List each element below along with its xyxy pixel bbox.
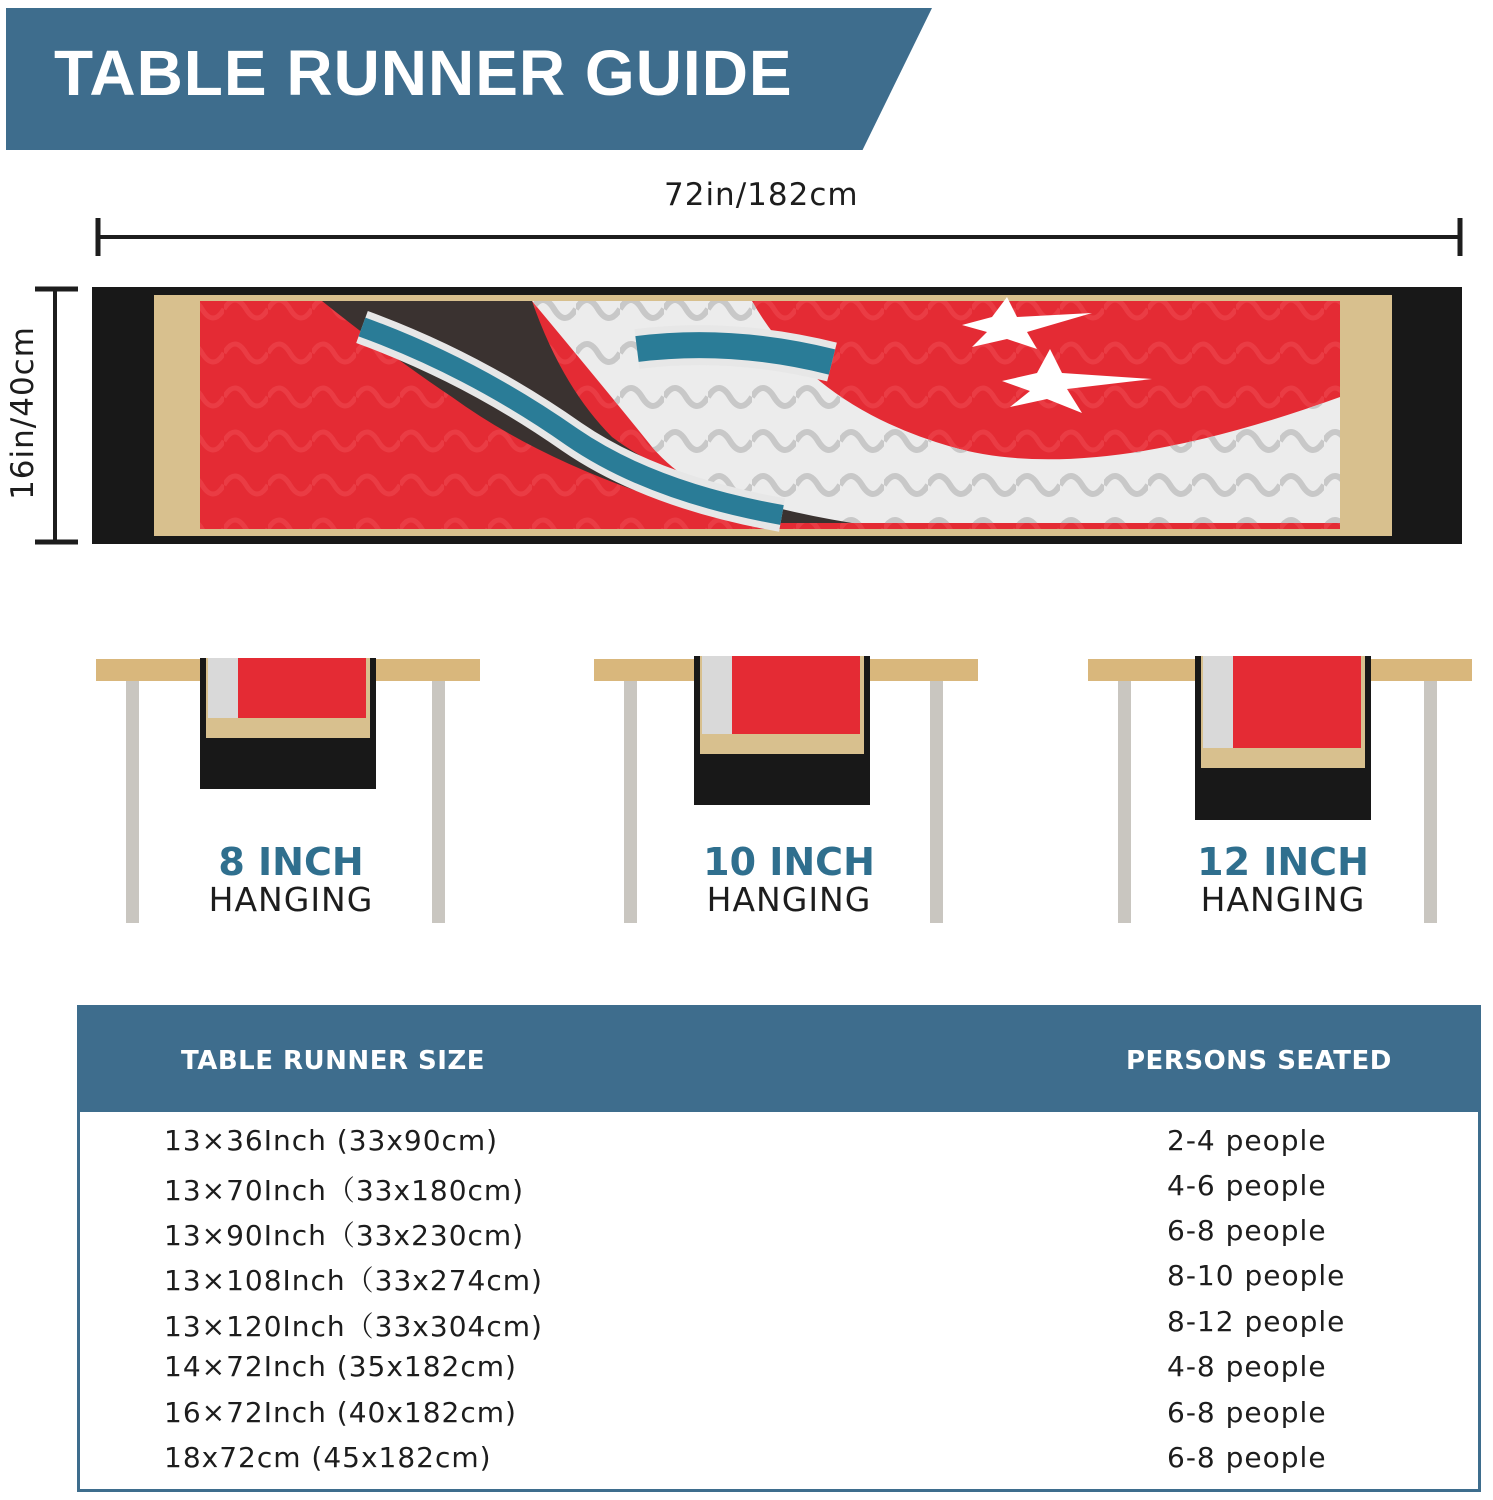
row-size: 14×72Inch (35x182cm) [164, 1350, 517, 1383]
row-size: 13×36Inch (33x90cm) [164, 1124, 499, 1157]
row-size: 13×90Inch（33x230cm) [164, 1219, 525, 1252]
table-row [80, 1169, 1478, 1213]
row-persons: 4-6 people [1167, 1169, 1327, 1202]
table-row [80, 1305, 1478, 1349]
table-row [80, 1441, 1478, 1485]
length-label: 72in/182cm [664, 177, 859, 213]
row-size: 13×70Inch（33x180cm) [164, 1174, 525, 1207]
row-size: 16×72Inch (40x182cm) [164, 1396, 517, 1429]
header-size: TABLE RUNNER SIZE [181, 1046, 486, 1076]
hanging-diagram-10-inch [594, 650, 984, 930]
hanging-diagram-12-inch [1088, 650, 1478, 930]
row-persons: 6-8 people [1167, 1396, 1327, 1429]
size-table [77, 1005, 1481, 1492]
hanging-size-label: 8 INCH [218, 840, 364, 884]
row-size: 18x72cm (45x182cm) [164, 1441, 492, 1474]
hanging-word-label: HANGING [208, 880, 374, 919]
hanging-diagram-8-inch [96, 650, 486, 930]
table-runner-illustration [92, 287, 1462, 544]
table-row [80, 1214, 1478, 1258]
length-dimension-line [90, 210, 1470, 260]
table-row [80, 1259, 1478, 1303]
hanging-size-label: 12 INCH [1197, 840, 1369, 884]
page-title: TABLE RUNNER GUIDE [54, 37, 793, 109]
row-persons: 6-8 people [1167, 1441, 1327, 1474]
width-label-wrap [3, 325, 43, 505]
row-persons: 8-12 people [1167, 1305, 1346, 1338]
hanging-size-label: 10 INCH [703, 840, 875, 884]
header-persons: PERSONS SEATED [1126, 1046, 1392, 1076]
runner-artwork [92, 287, 1462, 544]
row-persons: 4-8 people [1167, 1350, 1327, 1383]
row-size: 13×120Inch（33x304cm) [164, 1310, 543, 1343]
table-row [80, 1396, 1478, 1440]
hanging-word-label: HANGING [706, 880, 872, 919]
row-persons: 8-10 people [1167, 1259, 1346, 1292]
table-row [80, 1124, 1478, 1168]
row-size: 13×108Inch（33x274cm) [164, 1264, 543, 1297]
width-label: 16in/40cm [5, 326, 41, 500]
row-persons: 2-4 people [1167, 1124, 1327, 1157]
row-persons: 6-8 people [1167, 1214, 1327, 1247]
table-row [80, 1350, 1478, 1394]
table-header [80, 1008, 1478, 1112]
hanging-word-label: HANGING [1200, 880, 1366, 919]
